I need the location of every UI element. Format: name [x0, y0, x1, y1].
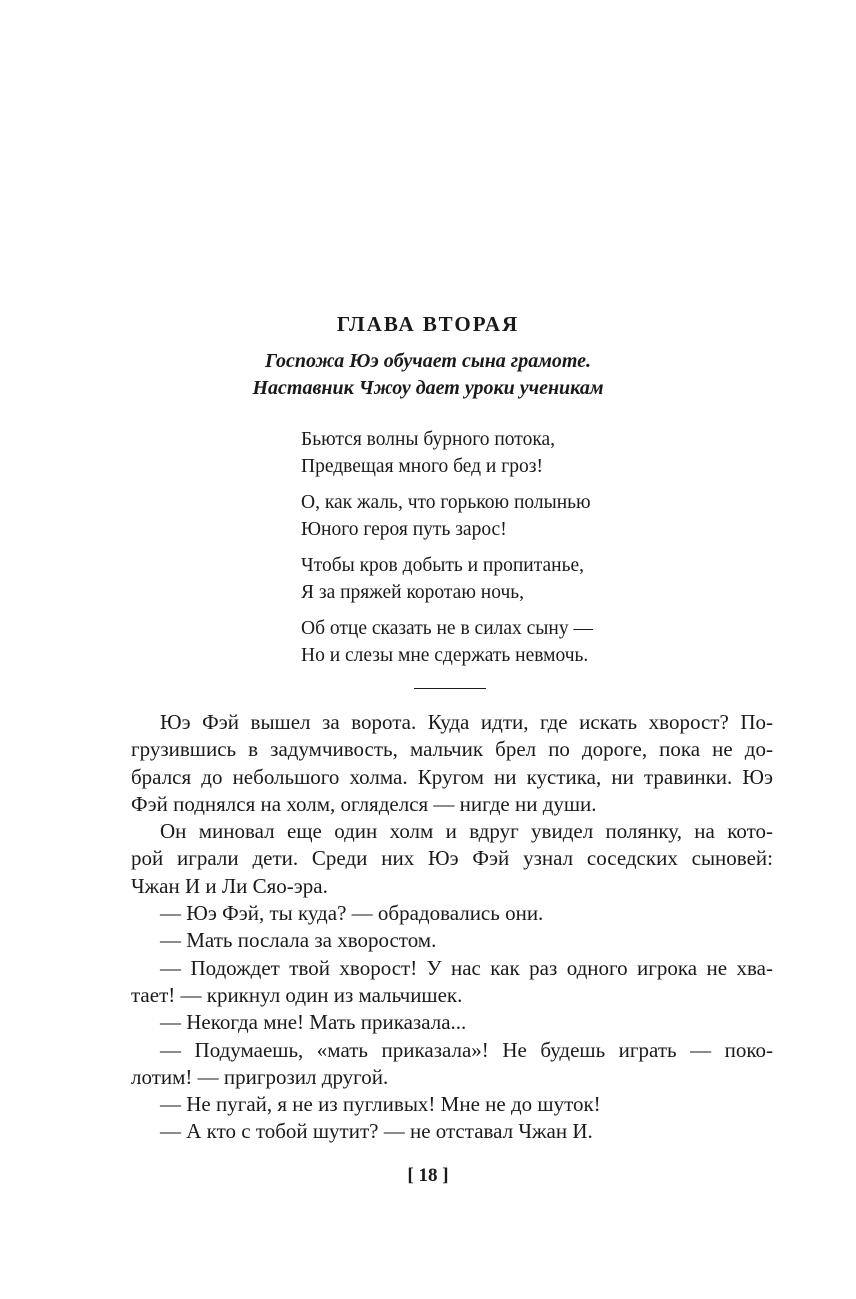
text-line: грузившись в задумчивость, мальчик брел по дороге, пока не до- — [131, 737, 773, 762]
body-text — [131, 709, 773, 1146]
dialogue-line: тает! — крикнул один из мальчишек. — [131, 982, 463, 1007]
dialogue-line: — Подумаешь, «мать приказала»! Не будешь играть — поко- — [160, 1037, 773, 1062]
dialogue-line: — Некогда мне! Мать приказала... — [160, 1010, 467, 1035]
text-line: Юэ Фэй вышел за ворота. Куда идти, где искать хворост? По- — [160, 710, 773, 734]
poem-line: О, как жаль, что горькою полынью — [301, 492, 591, 513]
subtitle-line: Наставник Чжоу дает уроки ученикам — [252, 377, 604, 399]
poem-line: Я за пряжей коротаю ночь, — [301, 582, 525, 603]
dialogue-line: — Не пугай, я не из пугливых! Мне не до шуток! — [160, 1092, 601, 1117]
dialogue-line: — Подождет твой хворост! У нас как раз одного игрока не хва- — [160, 955, 773, 980]
dialogue-line: — А кто с тобой шутит? — не отставал Чжан И. — [160, 1119, 593, 1144]
poem-stanza — [301, 615, 721, 669]
epigraph-poem — [301, 426, 721, 678]
section-divider — [414, 688, 486, 689]
dialogue-line: — Юэ Фэй, ты куда? — обрадовались они. — [160, 901, 544, 926]
text-line: брался до небольшого холма. Кругом ни кустика, ни травинки. Юэ — [131, 764, 773, 789]
poem-stanza — [301, 426, 721, 480]
poem-line: Юного героя путь зарос! — [301, 519, 507, 540]
dialogue-line: лотим! — пригрозил другой. — [131, 1064, 389, 1089]
page-number: [ 18 ] — [407, 1165, 449, 1186]
chapter-title: ГЛАВА ВТОРАЯ — [336, 312, 520, 336]
text-line: Чжан И и Ли Сяо-эра. — [131, 873, 328, 898]
poem-line: Но и слезы мне сдержать невмочь. — [301, 645, 589, 666]
text-line: Фэй поднялся на холм, огляделся — нигде ни души. — [131, 791, 597, 816]
poem-line: Чтобы кров добыть и пропитанье, — [301, 555, 585, 576]
poem-line: Об отце сказать не в силах сыну — — [301, 618, 593, 639]
chapter-subtitle — [0, 348, 856, 402]
text-line: рой играли дети. Среди них Юэ Фэй узнал соседских сыновей: — [131, 846, 773, 871]
poem-stanza — [301, 552, 721, 606]
poem-line: Бьются волны бурного потока, — [301, 429, 556, 450]
text-line: Он миновал еще один холм и вдруг увидел полянку, на кото- — [160, 819, 773, 844]
poem-line: Предвещая много бед и гроз! — [301, 456, 543, 477]
dialogue-line: — Мать послала за хворостом. — [160, 928, 437, 953]
poem-stanza — [301, 489, 721, 543]
subtitle-line: Госпожа Юэ обучает сына грамоте. — [264, 350, 592, 372]
